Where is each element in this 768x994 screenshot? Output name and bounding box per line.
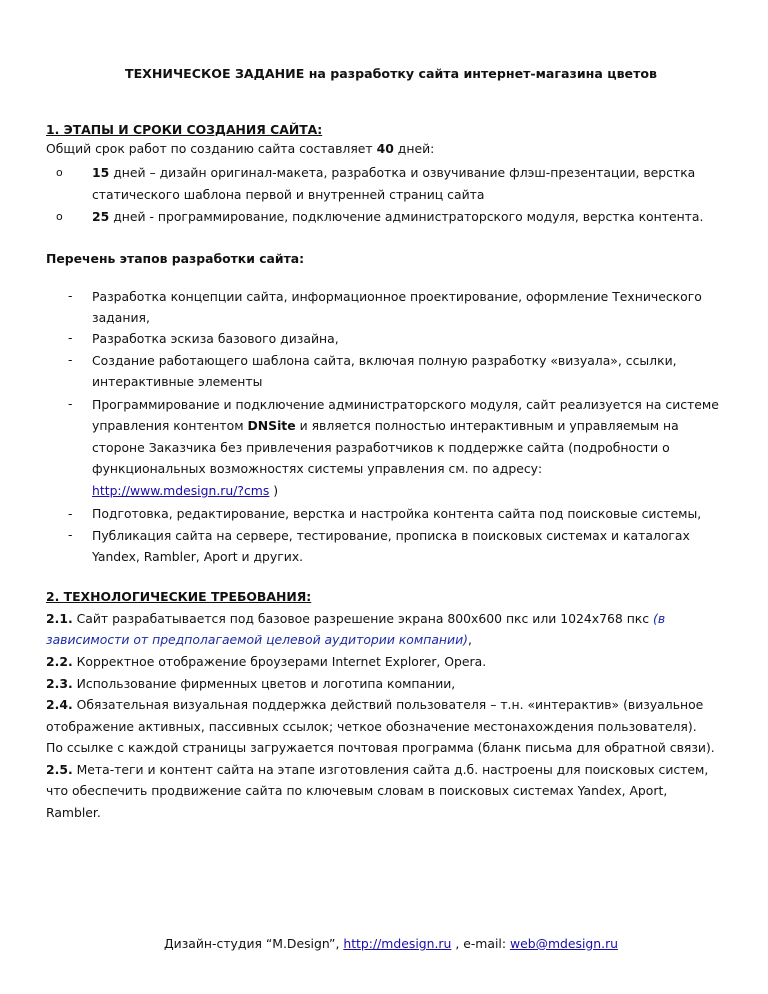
dash-bullet: - (68, 288, 73, 303)
stage-item: Публикация сайта на сервере, тестирование, прописка в поисковых системах и каталогах (92, 528, 690, 543)
req-text: Корректное отображение броузерами Internet Explorer, Opera. (72, 654, 487, 669)
page-title: ТЕХНИЧЕСКОЕ ЗАДАНИЕ на разработку сайта интернет-магазина цветов (124, 66, 657, 81)
req-2-4-cont: отображение активных, пассивных ссылок; четкое обозначение местонахождения пользователя). (46, 719, 697, 734)
list-item (92, 206, 703, 227)
list-item-cont: статического шаблона первой и внутренней страниц сайта (92, 187, 485, 202)
item-text: дней - программирование, подключение администраторского модуля, верстка контента. (109, 209, 704, 224)
page-footer (46, 936, 736, 951)
dash-bullet: - (68, 527, 73, 542)
stage-item-cont: функциональных возможностях системы управления см. по адресу: (92, 461, 543, 476)
stage-item-cont: интерактивные элементы (92, 374, 263, 389)
req-number: 2.2. (46, 654, 73, 669)
stage-text: и является полностью интерактивным и управляемым на (295, 418, 679, 433)
item-days: 15 (92, 165, 110, 180)
cms-name: DNSite (247, 418, 296, 433)
footer-studio: Дизайн-студия “M.Design”, (163, 936, 344, 951)
dash-bullet: - (68, 396, 73, 411)
stage-item-cont: задания, (92, 310, 150, 325)
req-number: 2.4. (46, 697, 73, 712)
stage-item-cont (92, 480, 278, 501)
req-2-2 (46, 651, 486, 672)
req-text: Мета-теги и контент сайта на этапе изготовления сайта д.б. настроены для поисковых систем, (72, 762, 709, 777)
req-2-3 (46, 673, 455, 694)
footer-email-link[interactable]: web@mdesign.ru (509, 936, 619, 951)
req-note: зависимости от предполагаемой целевой аудитории компании) (46, 632, 468, 647)
req-2-4-cont: По ссылке с каждой страницы загружается почтовая программа (бланк письма для обратной связи). (46, 740, 715, 755)
stage-item: Разработка эскиза базового дизайна, (92, 331, 339, 346)
req-2-1 (46, 608, 665, 629)
req-2-4 (46, 694, 703, 715)
stage-item-cont (92, 415, 679, 436)
stage-item: Разработка концепции сайта, информационное проектирование, оформление Технического (92, 289, 702, 304)
req-number: 2.5. (46, 762, 73, 777)
req-text: Использование фирменных цветов и логотипа компании, (72, 676, 456, 691)
intro-text-c: дней: (393, 141, 435, 156)
req-2-5-cont: Rambler. (46, 805, 101, 820)
stage-item-cont: стороне Заказчика без привлечения разработчиков к поддержке сайта (подробности о (92, 440, 670, 455)
section2-heading: 2. ТЕХНОЛОГИЧЕСКИЕ ТРЕБОВАНИЯ: (46, 589, 312, 604)
item-text: дней – дизайн оригинал-макета, разработка и озвучивание флэш-презентации, верстка (109, 165, 696, 180)
section1-intro (46, 138, 434, 159)
list-bullet: o (56, 166, 63, 179)
dash-bullet: - (68, 330, 73, 345)
link-close-paren: ) (269, 483, 279, 498)
req-comma: , (467, 632, 472, 647)
req-number: 2.1. (46, 611, 73, 626)
stage-text: управления контентом (92, 418, 248, 433)
req-2-5-cont: что обеспечить продвижение сайта по ключевым словам в поисковых системах Yandex, Aport, (46, 783, 668, 798)
stage-item: Программирование и подключение администраторского модуля, сайт реализуется на системе (92, 397, 719, 412)
stage-item: Создание работающего шаблона сайта, включая полную разработку «визуала», ссылки, (92, 353, 677, 368)
stage-item-cont: Yandex, Rambler, Aport и других. (92, 549, 304, 564)
req-2-5 (46, 759, 708, 780)
req-number: 2.3. (46, 676, 73, 691)
stage-item: Подготовка, редактирование, верстка и настройка контента сайта под поисковые системы, (92, 506, 702, 521)
req-note: (в (653, 611, 666, 626)
dash-bullet: - (68, 506, 73, 521)
list-bullet: o (56, 210, 63, 223)
dash-bullet: - (68, 352, 73, 367)
list-item (92, 162, 695, 183)
cms-link[interactable]: http://www.mdesign.ru/?cms (92, 483, 270, 498)
footer-email-label: , e-mail: (451, 936, 510, 951)
req-text: Сайт разрабатывается под базовое разрешение экрана 800x600 пкс или 1024x768 пкс (72, 611, 654, 626)
section1-heading: 1. ЭТАПЫ И СРОКИ СОЗДАНИЯ САЙТА: (46, 122, 323, 137)
stages-heading: Перечень этапов разработки сайта: (46, 251, 305, 266)
intro-total-days: 40 (376, 141, 394, 156)
req-2-1-cont (46, 629, 472, 650)
req-text: Обязательная визуальная поддержка действий пользователя – т.н. «интерактив» (визуальное (72, 697, 704, 712)
item-days: 25 (92, 209, 110, 224)
footer-site-link[interactable]: http://mdesign.ru (343, 936, 452, 951)
intro-text-a: Общий срок работ по созданию сайта составляет (46, 141, 377, 156)
